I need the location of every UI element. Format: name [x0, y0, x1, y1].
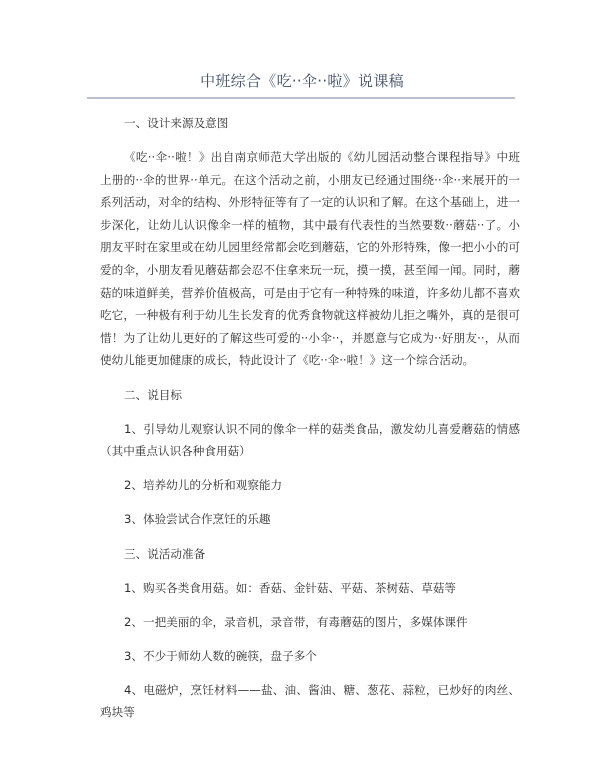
document-body [100, 112, 520, 724]
section-paragraph: 《吃··伞··啦！》出自南京师范大学出版的《幼儿园活动整合课程指导》中班上册的··伞的世界··单元。在这个活动之前，小朋友已经通过围绕··伞··来展开的一系列活动，对伞的结构、外形特征等有了一定的认识和了解。在这个基础上，进一步深化，让幼儿认识像伞一样的植物，其中最有代表性的当然要数··蘑菇··了。小朋友平时在家里或在幼儿园里经常都会吃到蘑菇，它的外形特殊，像一把小小的可爱的伞，小朋友看见蘑菇都会忍不住拿来玩一玩，摸一摸，甚至闻一闻。同时，蘑菇的味道鲜美，营养价值极高，可是由于它有一种特殊的味道，许多幼儿都不喜欢吃它，一种极有利于幼儿生长发育的优秀食物就这样被幼儿拒之嘴外，真的是很可惜！为了让幼儿更好的了解这些可爱的··小伞··，并愿意与它成为··好朋友··，从而使幼儿能更加健康的成长，特此设计了《吃··伞··啦！》这一个综合活动。 [100, 150, 520, 368]
section-heading-design-source: 一、设计来源及意图 [124, 116, 229, 130]
objective-item: 3、体验尝试合作烹饪的乐趣 [124, 512, 271, 527]
objective-item: 1、引导幼儿观察认识不同的像伞一样的菇类食品，激发幼儿喜爱蘑菇的情感（其中重点认识各种食用菇） [100, 421, 520, 459]
preparation-item: 1、购买各类食用菇。如：香菇、金针菇、平菇、茶树菇、草菇等 [124, 580, 457, 595]
preparation-item: 4、电磁炉，烹饪材料——盐、油、酱油、糖、葱花、蒜粒，已炒好的肉丝、鸡块等 [100, 682, 520, 720]
preparation-item: 3、不少于师幼人数的碗筷，盘子多个 [124, 648, 317, 663]
objective-item: 2、培养幼儿的分析和观察能力 [124, 478, 283, 493]
preparation-item: 2、一把美丽的伞，录音机，录音带，有毒蘑菇的图片，多媒体课件 [124, 614, 468, 629]
section-heading-objectives: 二、说目标 [124, 387, 182, 402]
document-title: 中班综合《吃··伞··啦》说课稿 [200, 72, 404, 90]
title-divider [87, 97, 515, 99]
section-heading-preparation: 三、说活动准备 [124, 546, 206, 561]
